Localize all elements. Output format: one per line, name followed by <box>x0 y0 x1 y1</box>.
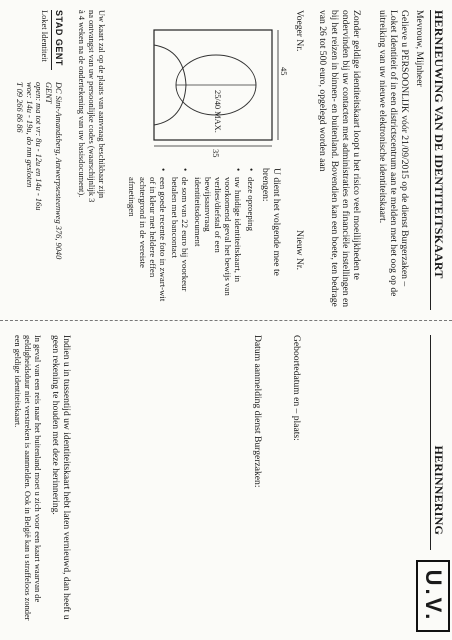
photo-dimensions-diagram <box>134 10 288 158</box>
bring-intro: U dient het volgende mee te brengen: <box>259 168 282 276</box>
registration-date-label: Datum aanmelding dienst Burgerzaken: <box>252 335 263 488</box>
birth-label: Geboortedatum en – plaats: <box>291 335 302 441</box>
logo-rule <box>51 10 52 70</box>
tear-off-perforation <box>0 320 452 321</box>
reminder-rule <box>430 335 431 550</box>
photo-height-label: 35 <box>211 149 220 158</box>
hours-line-2: woe: 14u - 19u, do nm gesloten <box>24 82 34 188</box>
letter-title: HERNIEUWING VAN DE IDENTITEITSKAART <box>432 10 446 279</box>
hours-line-1: open: ma tot vr: 8u - 12u en 14u - 16u <box>34 82 44 211</box>
voeger-label: Voeger Nr. <box>294 10 305 52</box>
card-availability-note: Uw kaart zal op de plaats van aanvraag beschikbaar zijn na ontvangst van uw persoonlijke codes (waarschijnlijk 3 à 4 weken na de ondertekening van uw basisdocument). <box>77 10 106 203</box>
uv-box: U.V. <box>416 560 450 632</box>
photo-width-label: 45 <box>279 67 288 76</box>
list-item: • uw huidige identiteitskaart, in voorkomend geval het bewijs van verlies/diefstal of een bewijsaanvraag identiteitsdocument <box>192 168 243 303</box>
salutation: Mevrouw, Mijnheer <box>414 10 425 87</box>
reminder-note-2: In geval van een reis naar het buitenland moet u zich voor een kaart waarvan de geldigheidsduur niet verstreken is aanmelden. Ook in België kan u straffeloos zonder een geldige identiteitskaart. <box>13 335 42 621</box>
nieuw-label: Nieuw Nr. <box>294 230 305 270</box>
list-item: • een goede recente foto in zwart-wit of in kleur met heldere effen achtergrond in de vereiste afmetingen <box>127 168 168 303</box>
face-size-label: 25/40 MAX. <box>213 90 222 133</box>
bring-list <box>127 168 255 303</box>
list-item: • de som van 22 euro bij voorkeur betalen met bancontact <box>170 168 190 303</box>
paragraph-instructions: Gelieve u PERSOONLIJK vóór 21/09/2015 op de dienst Burgerzaken – Loket Identiteit of in een districtscentrum aan te melden met het oog op de uitreiking van uw nieuwe elektronische identiteitskaart. <box>376 10 410 297</box>
bring-list-block <box>125 168 282 303</box>
logo-text: STAD GENT <box>54 10 64 66</box>
office-address <box>14 82 63 282</box>
loket-label: Loket Identiteit <box>40 10 49 62</box>
reminder-title: HERINNERING <box>432 445 446 535</box>
city-logo <box>39 10 64 70</box>
address-line: DC Sint-Amandsberg, Antwerpsesteenweg 376, 9040 GENT <box>44 82 63 260</box>
list-item: • deze oproeping <box>245 168 255 303</box>
title-rule <box>430 10 431 310</box>
phone-line: T 09 266 86 86 <box>14 82 24 133</box>
reminder-note-1: Indien u in tussentijd uw identiteitskaart hebt laten vernieuwd, dan heeft u geen rekening te houden met deze herinnering. <box>49 335 72 620</box>
paragraph-warning: Zonder geldige identiteitskaart loopt u het risico veel moeilijkheden te ondervinden bij uw contacten met administraties en financiële instellingen en bij het reizen in binnen- en buitenland. Bovendien kan een boete, ten bedrage van 26 tot 500 euro, opgelegd worden aan <box>317 10 362 308</box>
photo-diagram-svg <box>134 10 284 158</box>
